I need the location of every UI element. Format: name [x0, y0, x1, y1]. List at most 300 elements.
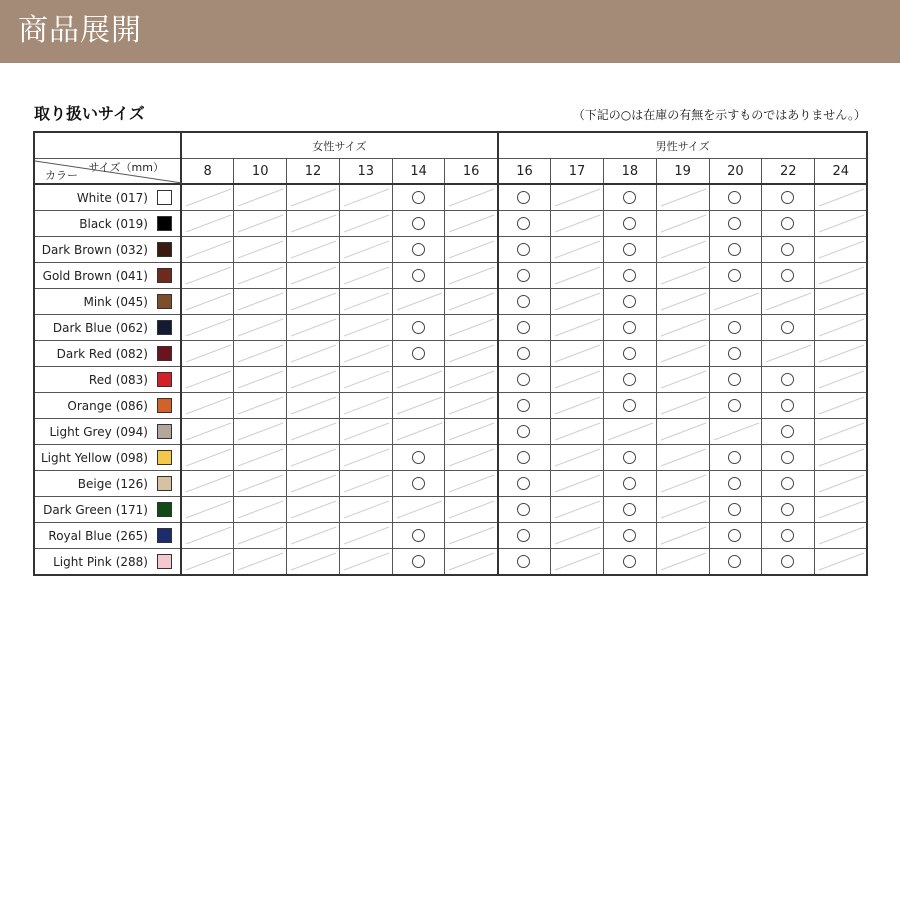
- unavailable-cell: [234, 523, 287, 549]
- size-header-men-18: 18: [603, 159, 656, 185]
- unavailable-cell: [287, 471, 340, 497]
- unavailable-cell: [762, 289, 815, 315]
- unavailable-cell: [815, 471, 868, 497]
- size-header-women-10: 10: [234, 159, 287, 185]
- unavailable-cell: [656, 419, 709, 445]
- unavailable-slash-icon: [445, 419, 498, 444]
- unavailable-slash-icon: [815, 393, 868, 418]
- unavailable-slash-icon: [657, 393, 710, 418]
- unavailable-cell: [339, 497, 392, 523]
- available-cell: [603, 289, 656, 315]
- color-swatch: [157, 320, 172, 335]
- unavailable-slash-icon: [551, 289, 604, 314]
- unavailable-cell: [445, 341, 498, 367]
- available-cell: [762, 184, 815, 211]
- unavailable-cell: [181, 289, 234, 315]
- unavailable-cell: [181, 184, 234, 211]
- color-label-cell: [34, 237, 181, 263]
- available-circle-icon: [623, 555, 636, 568]
- available-cell: [603, 184, 656, 211]
- color-code: (017): [115, 190, 148, 205]
- available-cell: [709, 367, 762, 393]
- unavailable-slash-icon: [815, 237, 868, 262]
- unavailable-slash-icon: [287, 315, 340, 340]
- unavailable-cell: [181, 341, 234, 367]
- unavailable-slash-icon: [445, 263, 498, 288]
- unavailable-cell: [656, 211, 709, 237]
- color-name: Light Grey: [49, 424, 112, 439]
- unavailable-slash-icon: [182, 549, 235, 574]
- available-cell: [498, 497, 551, 523]
- unavailable-cell: [181, 549, 234, 576]
- available-cell: [603, 497, 656, 523]
- unavailable-slash-icon: [445, 185, 498, 210]
- unavailable-cell: [656, 263, 709, 289]
- unavailable-slash-icon: [657, 263, 710, 288]
- unavailable-slash-icon: [815, 289, 868, 314]
- unavailable-slash-icon: [445, 471, 498, 496]
- unavailable-cell: [181, 497, 234, 523]
- unavailable-slash-icon: [551, 497, 604, 522]
- available-cell: [709, 263, 762, 289]
- table-row: [34, 263, 867, 289]
- available-cell: [498, 471, 551, 497]
- available-cell: [498, 211, 551, 237]
- unavailable-cell: [709, 419, 762, 445]
- available-cell: [603, 393, 656, 419]
- available-cell: [709, 184, 762, 211]
- unavailable-cell: [551, 315, 604, 341]
- available-circle-icon: [623, 321, 636, 334]
- available-cell: [603, 315, 656, 341]
- unavailable-slash-icon: [551, 445, 604, 470]
- unavailable-cell: [445, 419, 498, 445]
- unavailable-cell: [656, 289, 709, 315]
- available-cell: [392, 523, 445, 549]
- unavailable-slash-icon: [234, 289, 287, 314]
- unavailable-cell: [815, 315, 868, 341]
- available-cell: [603, 367, 656, 393]
- unavailable-slash-icon: [393, 367, 446, 392]
- unavailable-cell: [815, 184, 868, 211]
- unavailable-cell: [551, 367, 604, 393]
- available-circle-icon: [781, 529, 794, 542]
- available-circle-icon: [781, 243, 794, 256]
- available-cell: [603, 263, 656, 289]
- unavailable-slash-icon: [287, 185, 340, 210]
- unavailable-cell: [234, 263, 287, 289]
- available-circle-icon: [781, 399, 794, 412]
- unavailable-slash-icon: [657, 471, 710, 496]
- unavailable-cell: [181, 523, 234, 549]
- unavailable-slash-icon: [340, 185, 393, 210]
- available-circle-icon: [412, 451, 425, 464]
- available-cell: [603, 523, 656, 549]
- available-cell: [762, 237, 815, 263]
- available-cell: [762, 393, 815, 419]
- unavailable-slash-icon: [604, 419, 657, 444]
- unavailable-cell: [181, 419, 234, 445]
- size-header-men-22: 22: [762, 159, 815, 185]
- unavailable-slash-icon: [287, 263, 340, 288]
- unavailable-cell: [551, 523, 604, 549]
- unavailable-slash-icon: [815, 367, 868, 392]
- unavailable-cell: [551, 497, 604, 523]
- unavailable-slash-icon: [340, 523, 393, 548]
- available-circle-icon: [412, 347, 425, 360]
- unavailable-slash-icon: [182, 237, 235, 262]
- available-circle-icon: [728, 347, 741, 360]
- available-cell: [603, 341, 656, 367]
- available-cell: [709, 497, 762, 523]
- unavailable-cell: [339, 549, 392, 576]
- unavailable-cell: [287, 184, 340, 211]
- available-circle-icon: [781, 321, 794, 334]
- unavailable-slash-icon: [657, 341, 710, 366]
- available-circle-icon: [781, 503, 794, 516]
- available-cell: [603, 549, 656, 576]
- available-circle-icon: [623, 373, 636, 386]
- unavailable-slash-icon: [234, 523, 287, 548]
- available-cell: [498, 549, 551, 576]
- available-circle-icon: [517, 451, 530, 464]
- unavailable-slash-icon: [234, 497, 287, 522]
- unavailable-cell: [287, 497, 340, 523]
- available-circle-icon: [781, 555, 794, 568]
- color-name: Beige: [77, 476, 112, 491]
- available-circle-icon: [728, 373, 741, 386]
- table-row: [34, 549, 867, 576]
- corner-size-label: サイズ（mm）: [88, 161, 164, 174]
- unavailable-slash-icon: [445, 237, 498, 262]
- unavailable-slash-icon: [445, 367, 498, 392]
- available-circle-icon: [412, 555, 425, 568]
- size-header-women-13: 13: [339, 159, 392, 185]
- available-cell: [392, 184, 445, 211]
- unavailable-cell: [181, 315, 234, 341]
- available-cell: [392, 263, 445, 289]
- header-banner: [0, 0, 900, 63]
- unavailable-cell: [815, 419, 868, 445]
- unavailable-slash-icon: [340, 315, 393, 340]
- table-row: [34, 211, 867, 237]
- color-label-cell: [34, 263, 181, 289]
- unavailable-cell: [339, 393, 392, 419]
- unavailable-slash-icon: [657, 237, 710, 262]
- men-size-header: 男性サイズ: [498, 132, 868, 159]
- unavailable-cell: [339, 211, 392, 237]
- unavailable-slash-icon: [340, 211, 393, 236]
- color-swatch: [157, 216, 172, 231]
- color-code: (082): [115, 346, 148, 361]
- available-cell: [709, 549, 762, 576]
- unavailable-cell: [234, 445, 287, 471]
- color-swatch: [157, 476, 172, 491]
- unavailable-slash-icon: [287, 471, 340, 496]
- unavailable-slash-icon: [287, 341, 340, 366]
- unavailable-cell: [234, 393, 287, 419]
- color-swatch: [157, 346, 172, 361]
- unavailable-slash-icon: [815, 523, 868, 548]
- color-name: Orange: [67, 398, 112, 413]
- unavailable-cell: [815, 497, 868, 523]
- color-label-cell: [34, 419, 181, 445]
- available-circle-icon: [517, 425, 530, 438]
- color-name: Gold Brown: [42, 268, 112, 283]
- available-circle-icon: [623, 217, 636, 230]
- unavailable-cell: [234, 315, 287, 341]
- unavailable-cell: [234, 211, 287, 237]
- unavailable-cell: [287, 263, 340, 289]
- available-cell: [498, 393, 551, 419]
- size-header-men-19: 19: [656, 159, 709, 185]
- unavailable-cell: [181, 211, 234, 237]
- corner-blank: [34, 132, 181, 159]
- unavailable-cell: [339, 445, 392, 471]
- unavailable-slash-icon: [393, 289, 446, 314]
- unavailable-cell: [815, 237, 868, 263]
- unavailable-cell: [815, 211, 868, 237]
- unavailable-cell: [339, 367, 392, 393]
- unavailable-slash-icon: [234, 445, 287, 470]
- size-header-women-8: 8: [181, 159, 234, 185]
- color-code: (265): [115, 528, 148, 543]
- available-circle-icon: [517, 399, 530, 412]
- color-name: Dark Green: [43, 502, 112, 517]
- unavailable-cell: [551, 471, 604, 497]
- available-cell: [709, 315, 762, 341]
- unavailable-slash-icon: [657, 211, 710, 236]
- color-label-cell: [34, 445, 181, 471]
- unavailable-cell: [287, 367, 340, 393]
- unavailable-slash-icon: [340, 471, 393, 496]
- color-swatch: [157, 372, 172, 387]
- unavailable-slash-icon: [234, 471, 287, 496]
- unavailable-slash-icon: [445, 523, 498, 548]
- unavailable-cell: [551, 341, 604, 367]
- available-circle-icon: [517, 555, 530, 568]
- unavailable-cell: [551, 184, 604, 211]
- table-row: [34, 497, 867, 523]
- unavailable-slash-icon: [762, 341, 815, 366]
- available-circle-icon: [412, 217, 425, 230]
- color-code: (083): [115, 372, 148, 387]
- table-row: [34, 315, 867, 341]
- available-cell: [498, 419, 551, 445]
- available-cell: [603, 445, 656, 471]
- color-name: Light Yellow: [41, 450, 112, 465]
- unavailable-slash-icon: [551, 315, 604, 340]
- unavailable-slash-icon: [657, 445, 710, 470]
- available-cell: [762, 263, 815, 289]
- color-swatch: [157, 242, 172, 257]
- unavailable-cell: [656, 184, 709, 211]
- color-code: (032): [115, 242, 148, 257]
- unavailable-slash-icon: [287, 497, 340, 522]
- available-circle-icon: [623, 529, 636, 542]
- available-cell: [498, 523, 551, 549]
- unavailable-cell: [656, 549, 709, 576]
- available-cell: [498, 289, 551, 315]
- available-cell: [392, 315, 445, 341]
- unavailable-slash-icon: [182, 445, 235, 470]
- available-cell: [709, 393, 762, 419]
- unavailable-slash-icon: [815, 315, 868, 340]
- unavailable-cell: [656, 471, 709, 497]
- unavailable-slash-icon: [445, 393, 498, 418]
- available-circle-icon: [412, 321, 425, 334]
- available-cell: [709, 341, 762, 367]
- unavailable-slash-icon: [287, 549, 340, 574]
- available-cell: [709, 237, 762, 263]
- color-label-cell: [34, 471, 181, 497]
- available-circle-icon: [517, 529, 530, 542]
- available-circle-icon: [623, 269, 636, 282]
- unavailable-cell: [656, 367, 709, 393]
- unavailable-cell: [234, 184, 287, 211]
- unavailable-slash-icon: [340, 237, 393, 262]
- unavailable-cell: [656, 445, 709, 471]
- available-cell: [762, 523, 815, 549]
- unavailable-slash-icon: [287, 289, 340, 314]
- corner-color-label: カラー: [45, 169, 78, 182]
- unavailable-cell: [551, 289, 604, 315]
- available-circle-icon: [781, 191, 794, 204]
- unavailable-slash-icon: [182, 471, 235, 496]
- size-header-men-20: 20: [709, 159, 762, 185]
- unavailable-cell: [445, 237, 498, 263]
- unavailable-cell: [234, 237, 287, 263]
- size-header-men-24: 24: [815, 159, 868, 185]
- unavailable-cell: [709, 289, 762, 315]
- color-label-cell: [34, 184, 181, 211]
- available-circle-icon: [728, 269, 741, 282]
- color-swatch: [157, 398, 172, 413]
- unavailable-slash-icon: [340, 419, 393, 444]
- unavailable-cell: [656, 237, 709, 263]
- color-name: Black: [79, 216, 112, 231]
- unavailable-slash-icon: [340, 549, 393, 574]
- unavailable-cell: [551, 549, 604, 576]
- unavailable-slash-icon: [815, 445, 868, 470]
- available-cell: [709, 471, 762, 497]
- available-cell: [603, 211, 656, 237]
- size-header-women-12: 12: [287, 159, 340, 185]
- unavailable-slash-icon: [815, 419, 868, 444]
- unavailable-slash-icon: [393, 393, 446, 418]
- unavailable-slash-icon: [551, 419, 604, 444]
- available-circle-icon: [728, 503, 741, 516]
- unavailable-slash-icon: [445, 211, 498, 236]
- unavailable-cell: [181, 445, 234, 471]
- unavailable-cell: [815, 367, 868, 393]
- available-circle-icon: [412, 529, 425, 542]
- unavailable-cell: [181, 263, 234, 289]
- unavailable-cell: [287, 315, 340, 341]
- unavailable-cell: [339, 471, 392, 497]
- color-label-cell: [34, 315, 181, 341]
- unavailable-cell: [234, 497, 287, 523]
- unavailable-cell: [339, 263, 392, 289]
- color-label-cell: [34, 211, 181, 237]
- color-code: (288): [115, 554, 148, 569]
- available-circle-icon: [623, 451, 636, 464]
- available-circle-icon: [517, 269, 530, 282]
- color-name: Royal Blue: [48, 528, 112, 543]
- unavailable-cell: [392, 393, 445, 419]
- available-cell: [762, 497, 815, 523]
- unavailable-cell: [287, 211, 340, 237]
- available-circle-icon: [517, 243, 530, 256]
- available-cell: [762, 419, 815, 445]
- unavailable-slash-icon: [657, 549, 710, 574]
- available-cell: [709, 445, 762, 471]
- unavailable-slash-icon: [445, 289, 498, 314]
- gender-header-row: [34, 132, 867, 159]
- unavailable-cell: [287, 393, 340, 419]
- color-swatch: [157, 294, 172, 309]
- unavailable-cell: [181, 237, 234, 263]
- women-size-header: 女性サイズ: [181, 132, 498, 159]
- unavailable-slash-icon: [234, 341, 287, 366]
- unavailable-cell: [815, 549, 868, 576]
- available-cell: [603, 471, 656, 497]
- color-label-cell: [34, 393, 181, 419]
- color-name: Red: [88, 372, 112, 387]
- unavailable-cell: [339, 184, 392, 211]
- size-header-men-16: 16: [498, 159, 551, 185]
- available-cell: [498, 445, 551, 471]
- available-circle-icon: [412, 477, 425, 490]
- available-circle-icon: [623, 191, 636, 204]
- available-cell: [762, 445, 815, 471]
- unavailable-cell: [815, 289, 868, 315]
- available-circle-icon: [517, 295, 530, 308]
- unavailable-slash-icon: [234, 263, 287, 288]
- unavailable-cell: [445, 263, 498, 289]
- size-header-row: [34, 159, 867, 185]
- unavailable-slash-icon: [234, 549, 287, 574]
- unavailable-slash-icon: [340, 445, 393, 470]
- unavailable-cell: [339, 419, 392, 445]
- unavailable-cell: [445, 289, 498, 315]
- unavailable-slash-icon: [182, 419, 235, 444]
- color-swatch: [157, 502, 172, 517]
- unavailable-slash-icon: [234, 367, 287, 392]
- unavailable-cell: [551, 263, 604, 289]
- unavailable-slash-icon: [551, 185, 604, 210]
- available-circle-icon: [781, 477, 794, 490]
- color-name: Dark Blue: [52, 320, 112, 335]
- unavailable-slash-icon: [234, 185, 287, 210]
- unavailable-cell: [181, 471, 234, 497]
- unavailable-slash-icon: [234, 315, 287, 340]
- unavailable-slash-icon: [551, 367, 604, 392]
- unavailable-cell: [445, 471, 498, 497]
- unavailable-cell: [287, 341, 340, 367]
- unavailable-slash-icon: [340, 263, 393, 288]
- unavailable-cell: [445, 367, 498, 393]
- color-swatch: [157, 424, 172, 439]
- unavailable-cell: [445, 315, 498, 341]
- color-name: Light Pink: [53, 554, 112, 569]
- available-circle-icon: [781, 217, 794, 230]
- unavailable-slash-icon: [551, 393, 604, 418]
- color-label-cell: [34, 549, 181, 576]
- unavailable-slash-icon: [815, 471, 868, 496]
- unavailable-slash-icon: [182, 185, 235, 210]
- available-cell: [392, 237, 445, 263]
